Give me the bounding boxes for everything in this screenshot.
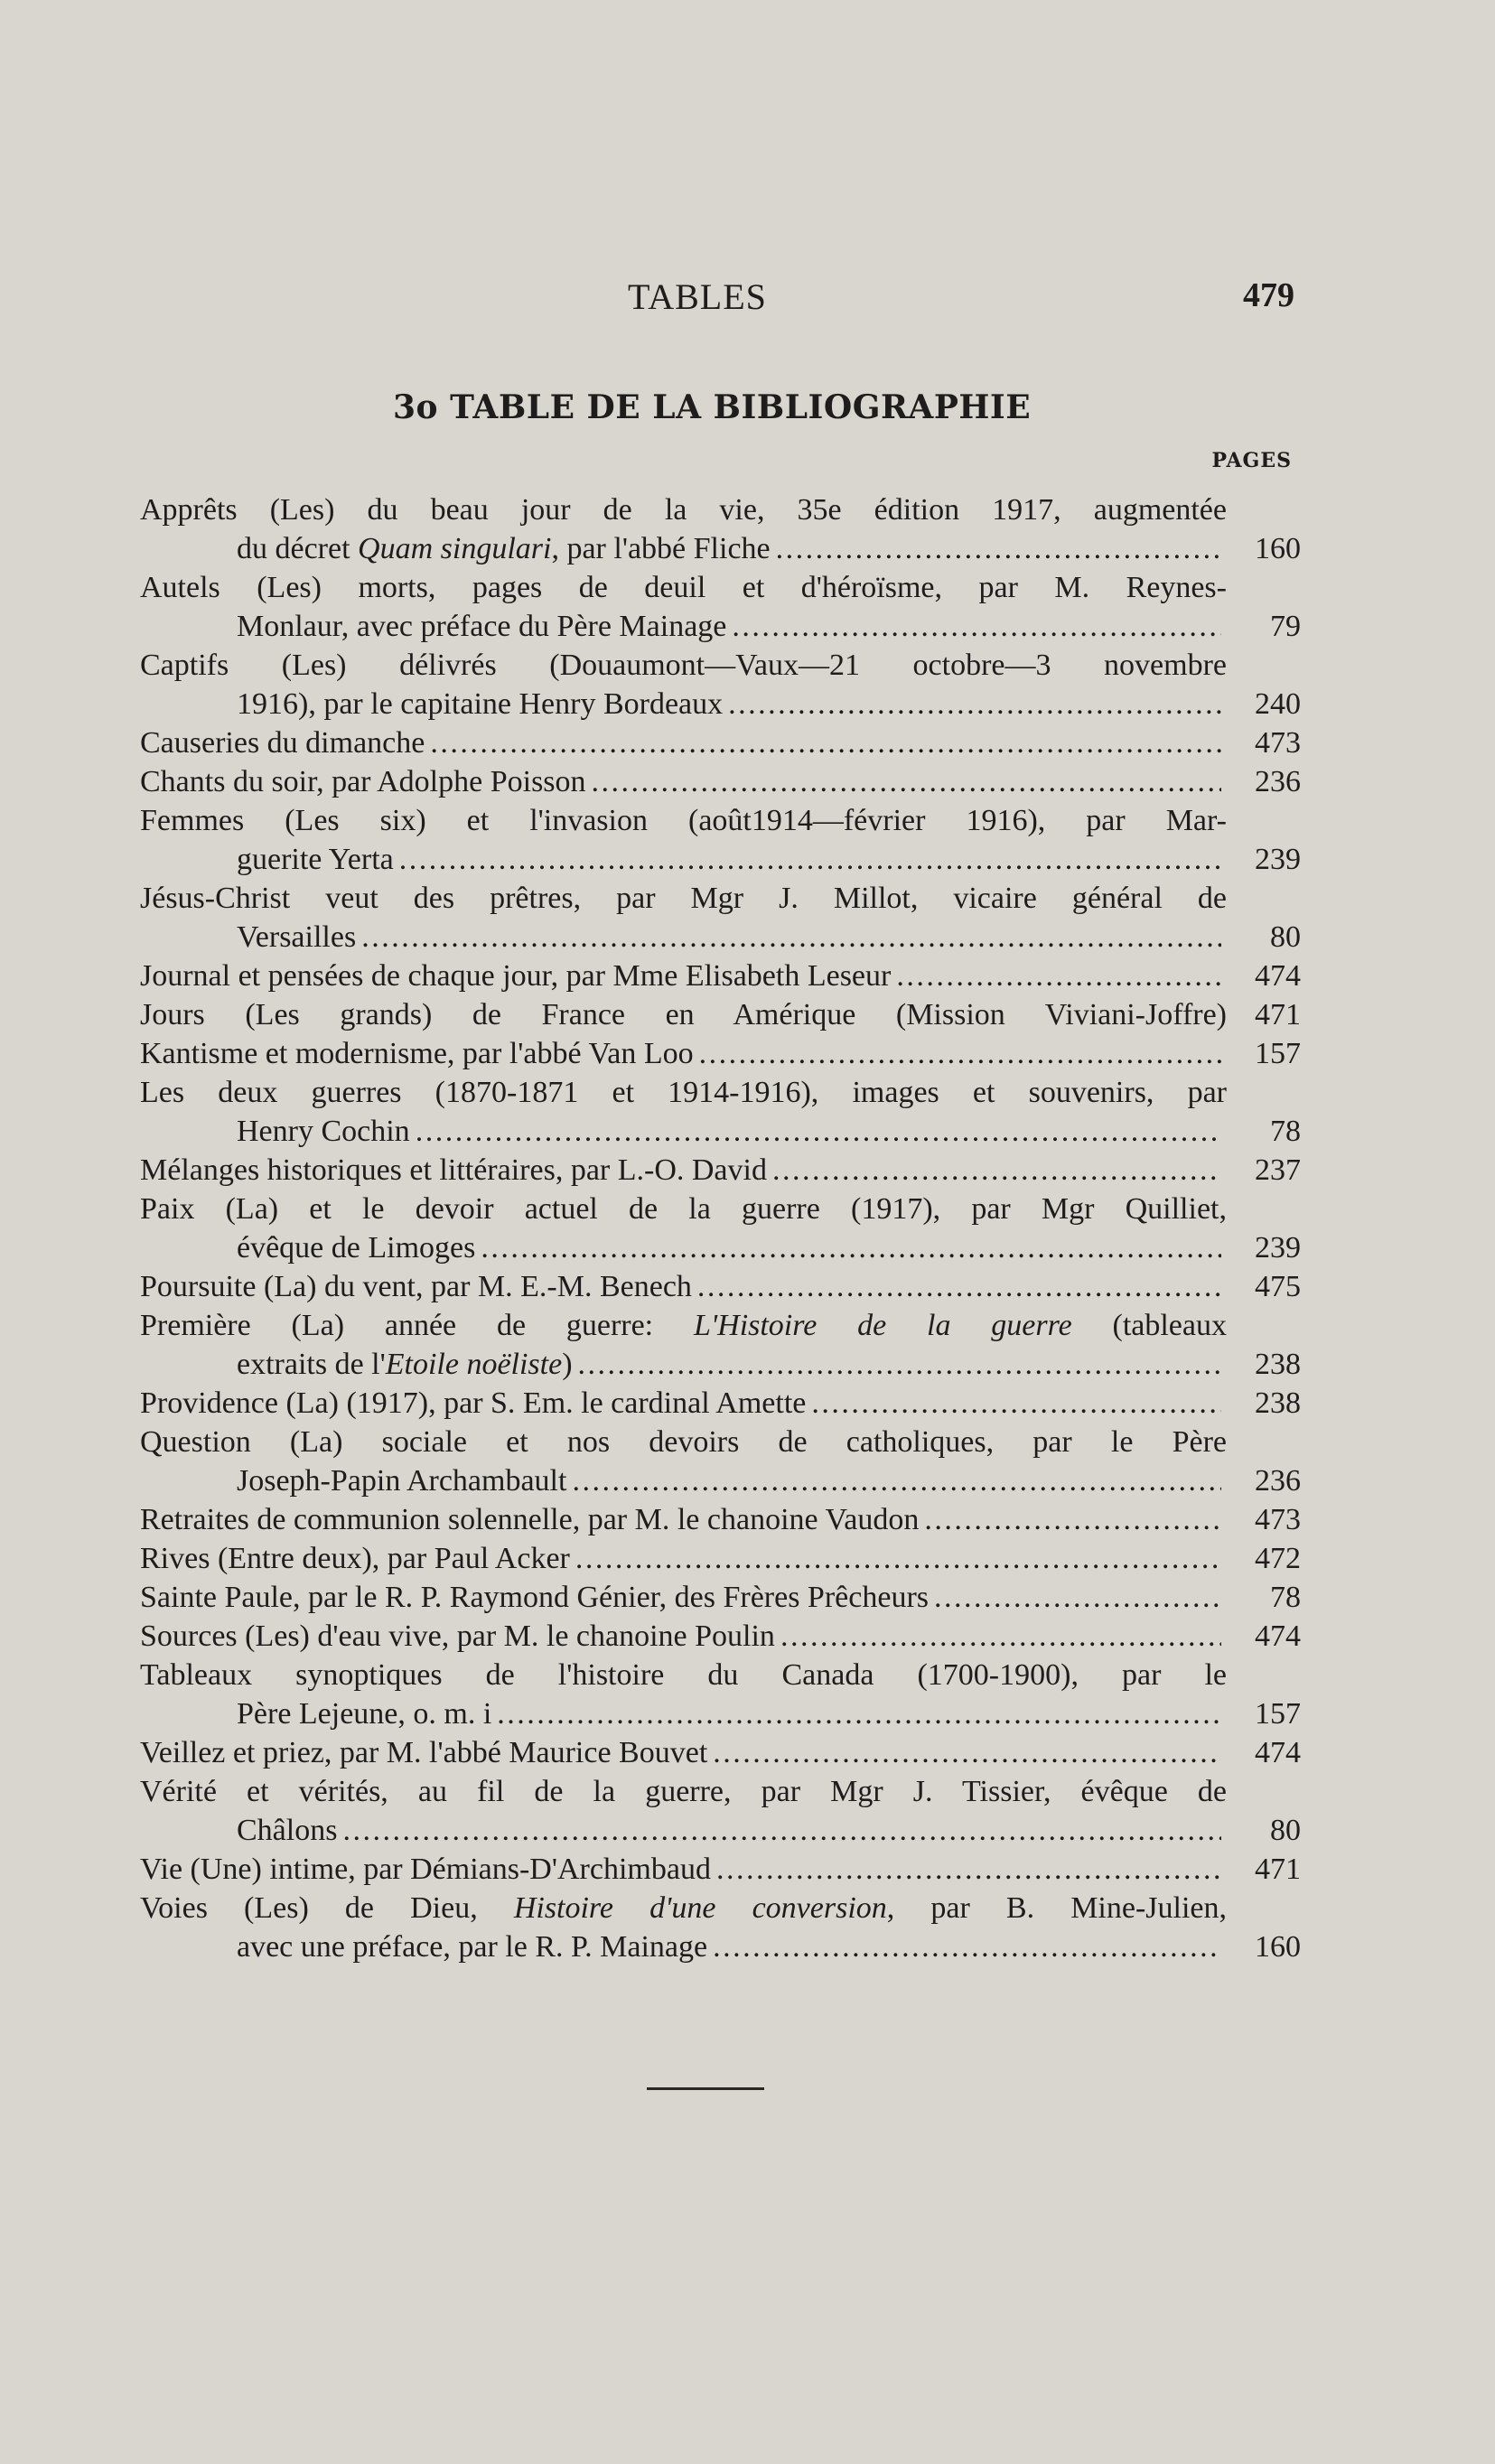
- entry-continuation: Monlaur, avec préface du Père Mainage: [237, 610, 727, 643]
- bibliography-entry: [140, 957, 1301, 995]
- dot-leader: [575, 1539, 1221, 1578]
- bibliography-entry: [140, 646, 1301, 723]
- dot-leader: [342, 1811, 1221, 1850]
- entry-title: Rives (Entre deux), par Paul Acker: [140, 1542, 570, 1575]
- dot-leader: [896, 957, 1221, 995]
- entry-italic-title: Etoile noëliste: [385, 1348, 563, 1381]
- bibliography-entry: [140, 879, 1301, 957]
- entry-page: 79: [1270, 610, 1301, 643]
- dot-leader: [572, 1461, 1221, 1500]
- entry-page: 240: [1255, 687, 1301, 721]
- entry-text: Première (La) année de guerre:: [140, 1309, 694, 1342]
- bibliography-entry: [140, 995, 1301, 1034]
- entry-italic-title: Histoire d'une conversion: [513, 1891, 887, 1925]
- entry-page: 471: [1255, 998, 1301, 1031]
- dot-leader: [713, 1927, 1221, 1966]
- entry-title: Causeries du dimanche: [140, 726, 425, 760]
- entry-title: Retraites de communion solennelle, par M. le chanoine Vaudon: [140, 1503, 920, 1536]
- closing-rule: [647, 2087, 764, 2090]
- dot-leader: [430, 723, 1221, 762]
- entry-title: Veillez et priez, par M. l'abbé Maurice Bouvet: [140, 1736, 708, 1769]
- entry-title: Chants du soir, par Adolphe Poisson: [140, 765, 586, 798]
- bibliography-entry: [140, 1733, 1301, 1772]
- entry-page: 472: [1255, 1542, 1301, 1575]
- entry-page: 80: [1270, 920, 1301, 954]
- entry-page: 160: [1255, 532, 1301, 565]
- dot-leader: [497, 1694, 1221, 1733]
- entry-page: 239: [1255, 843, 1301, 876]
- dot-leader: [697, 1267, 1221, 1306]
- entry-title: Tableaux synoptiques de l'histoire du Canada (1700-1900), par le: [140, 1658, 1227, 1692]
- entry-page: 238: [1255, 1348, 1301, 1381]
- entry-text: extraits de l': [237, 1348, 386, 1381]
- bibliography-entry: [140, 1267, 1301, 1306]
- entry-text: ): [562, 1348, 573, 1381]
- entry-text: du décret: [237, 532, 359, 565]
- entry-page: 80: [1270, 1814, 1301, 1847]
- bibliography-entry: [140, 762, 1301, 801]
- bibliography-entry: [140, 1539, 1301, 1578]
- entry-page: 474: [1255, 959, 1301, 993]
- pages-column-label: PAGES: [1211, 449, 1292, 472]
- entry-title: Jours (Les grands) de France en Amérique (Mission Viviani-Joffre): [140, 998, 1227, 1031]
- bibliography-entry: [140, 1656, 1301, 1733]
- entry-page: 474: [1255, 1619, 1301, 1653]
- entry-title: Autels (Les) morts, pages de deuil et d'héroïsme, par M. Reynes-: [140, 571, 1227, 604]
- bibliography-entry: [140, 490, 1301, 568]
- entry-title: Journal et pensées de chaque jour, par Mme Elisabeth Leseur: [140, 959, 892, 993]
- entry-title: Sources (Les) d'eau vive, par M. le chanoine Poulin: [140, 1619, 775, 1653]
- entry-title: Vérité et vérités, au fil de la guerre, par Mgr J. Tissier, évêque de: [140, 1775, 1227, 1808]
- entry-title: Poursuite (La) du vent, par M. E.-M. Benech: [140, 1270, 692, 1303]
- entry-continuation: évêque de Limoges: [237, 1231, 476, 1265]
- entry-title: [140, 1306, 1227, 1345]
- entry-continuation: guerite Yerta: [237, 843, 394, 876]
- entry-page: 157: [1255, 1037, 1301, 1070]
- entry-page: 471: [1255, 1853, 1301, 1886]
- entry-text: (tableaux: [1071, 1309, 1227, 1342]
- dot-leader: [716, 1850, 1221, 1889]
- entry-title: Femmes (Les six) et l'invasion (août1914—février 1916), par Mar-: [140, 804, 1227, 837]
- dot-leader: [713, 1733, 1221, 1772]
- entry-page: 78: [1270, 1115, 1301, 1148]
- bibliography-entry: [140, 801, 1301, 879]
- dot-leader: [732, 607, 1221, 646]
- entry-page: 236: [1255, 765, 1301, 798]
- bibliography-entry: [140, 1151, 1301, 1190]
- dot-leader: [776, 529, 1221, 568]
- entry-page: 236: [1255, 1464, 1301, 1498]
- entry-continuation: Joseph-Papin Archambault: [237, 1464, 567, 1498]
- entry-continuation: Versailles: [237, 920, 357, 954]
- dot-leader: [934, 1578, 1221, 1617]
- entry-page: 238: [1255, 1386, 1301, 1420]
- bibliography-list: [140, 490, 1301, 1966]
- entry-italic-title: L'Histoire de la guerre: [693, 1309, 1072, 1342]
- dot-leader: [811, 1384, 1221, 1423]
- entry-title: Les deux guerres (1870-1871 et 1914-1916), images et souvenirs, par: [140, 1076, 1227, 1109]
- entry-title: Sainte Paule, par le R. P. Raymond Génier, des Frères Prêcheurs: [140, 1581, 929, 1614]
- section-title: 3o TABLE DE LA BIBLIOGRAPHIE: [393, 388, 1032, 426]
- dot-leader: [592, 762, 1221, 801]
- bibliography-entry: [140, 1850, 1301, 1889]
- entry-continuation: 1916), par le capitaine Henry Bordeaux: [237, 687, 724, 721]
- entry-title: Providence (La) (1917), par S. Em. le cardinal Amette: [140, 1386, 807, 1420]
- page-number: 479: [1243, 276, 1294, 314]
- entry-continuation: [237, 1345, 573, 1384]
- entry-page: 237: [1255, 1153, 1301, 1187]
- dot-leader: [728, 685, 1221, 723]
- entry-text: , par l'abbé Fliche: [551, 532, 771, 565]
- dot-leader: [361, 918, 1221, 957]
- entry-italic-title: Quam singulari: [358, 532, 552, 565]
- entry-title: Captifs (Les) délivrés (Douaumont—Vaux—21 octobre—3 novembre: [140, 649, 1227, 682]
- dot-leader: [699, 1034, 1221, 1073]
- bibliography-entry: [140, 1073, 1301, 1151]
- entry-title: Question (La) sociale et nos devoirs de catholiques, par le Père: [140, 1425, 1227, 1459]
- entry-title: [140, 1889, 1227, 1927]
- entry-page: 239: [1255, 1231, 1301, 1265]
- bibliography-entry: [140, 1889, 1301, 1966]
- bibliography-entry: [140, 1772, 1301, 1850]
- entry-continuation: avec une préface, par le R. P. Mainage: [237, 1930, 708, 1964]
- dot-leader: [578, 1345, 1221, 1384]
- dot-leader: [399, 840, 1221, 879]
- bibliography-entry: [140, 1500, 1301, 1539]
- entry-continuation: [237, 529, 771, 568]
- entry-page: 475: [1255, 1270, 1301, 1303]
- entry-title: Vie (Une) intime, par Démians-D'Archimbaud: [140, 1853, 711, 1886]
- bibliography-entry: [140, 1617, 1301, 1656]
- entry-text: Voies (Les) de Dieu,: [140, 1891, 514, 1925]
- entry-page: 78: [1270, 1581, 1301, 1614]
- entry-continuation: Châlons: [237, 1814, 338, 1847]
- dot-leader: [780, 1617, 1221, 1656]
- entry-page: 160: [1255, 1930, 1301, 1964]
- entry-page: 157: [1255, 1697, 1301, 1731]
- entry-title: Kantisme et modernisme, par l'abbé Van Loo: [140, 1037, 694, 1070]
- bibliography-entry: [140, 1423, 1301, 1500]
- dot-leader: [481, 1228, 1221, 1267]
- running-header-title: TABLES: [628, 276, 767, 317]
- bibliography-entry: [140, 1190, 1301, 1267]
- bibliography-entry: [140, 1306, 1301, 1384]
- bibliography-entry: [140, 1578, 1301, 1617]
- bibliography-entry: [140, 1034, 1301, 1073]
- entry-page: 474: [1255, 1736, 1301, 1769]
- entry-title: Mélanges historiques et littéraires, par L.-O. David: [140, 1153, 767, 1187]
- dot-leader: [772, 1151, 1221, 1190]
- bibliography-entry: [140, 1384, 1301, 1423]
- entry-continuation: Père Lejeune, o. m. i: [237, 1697, 492, 1731]
- bibliography-entry: [140, 568, 1301, 646]
- entry-title: Apprêts (Les) du beau jour de la vie, 35e édition 1917, augmentée: [140, 493, 1227, 527]
- bibliography-entry: [140, 723, 1301, 762]
- dot-leader: [416, 1112, 1221, 1151]
- entry-continuation: Henry Cochin: [237, 1115, 410, 1148]
- entry-title: Jésus-Christ veut des prêtres, par Mgr J. Millot, vicaire général de: [140, 882, 1227, 915]
- entry-page: 473: [1255, 726, 1301, 760]
- entry-page: 473: [1255, 1503, 1301, 1536]
- dot-leader: [924, 1500, 1221, 1539]
- entry-title: Paix (La) et le devoir actuel de la guerre (1917), par Mgr Quilliet,: [140, 1192, 1227, 1226]
- entry-text: , par B. Mine-Julien,: [886, 1891, 1227, 1925]
